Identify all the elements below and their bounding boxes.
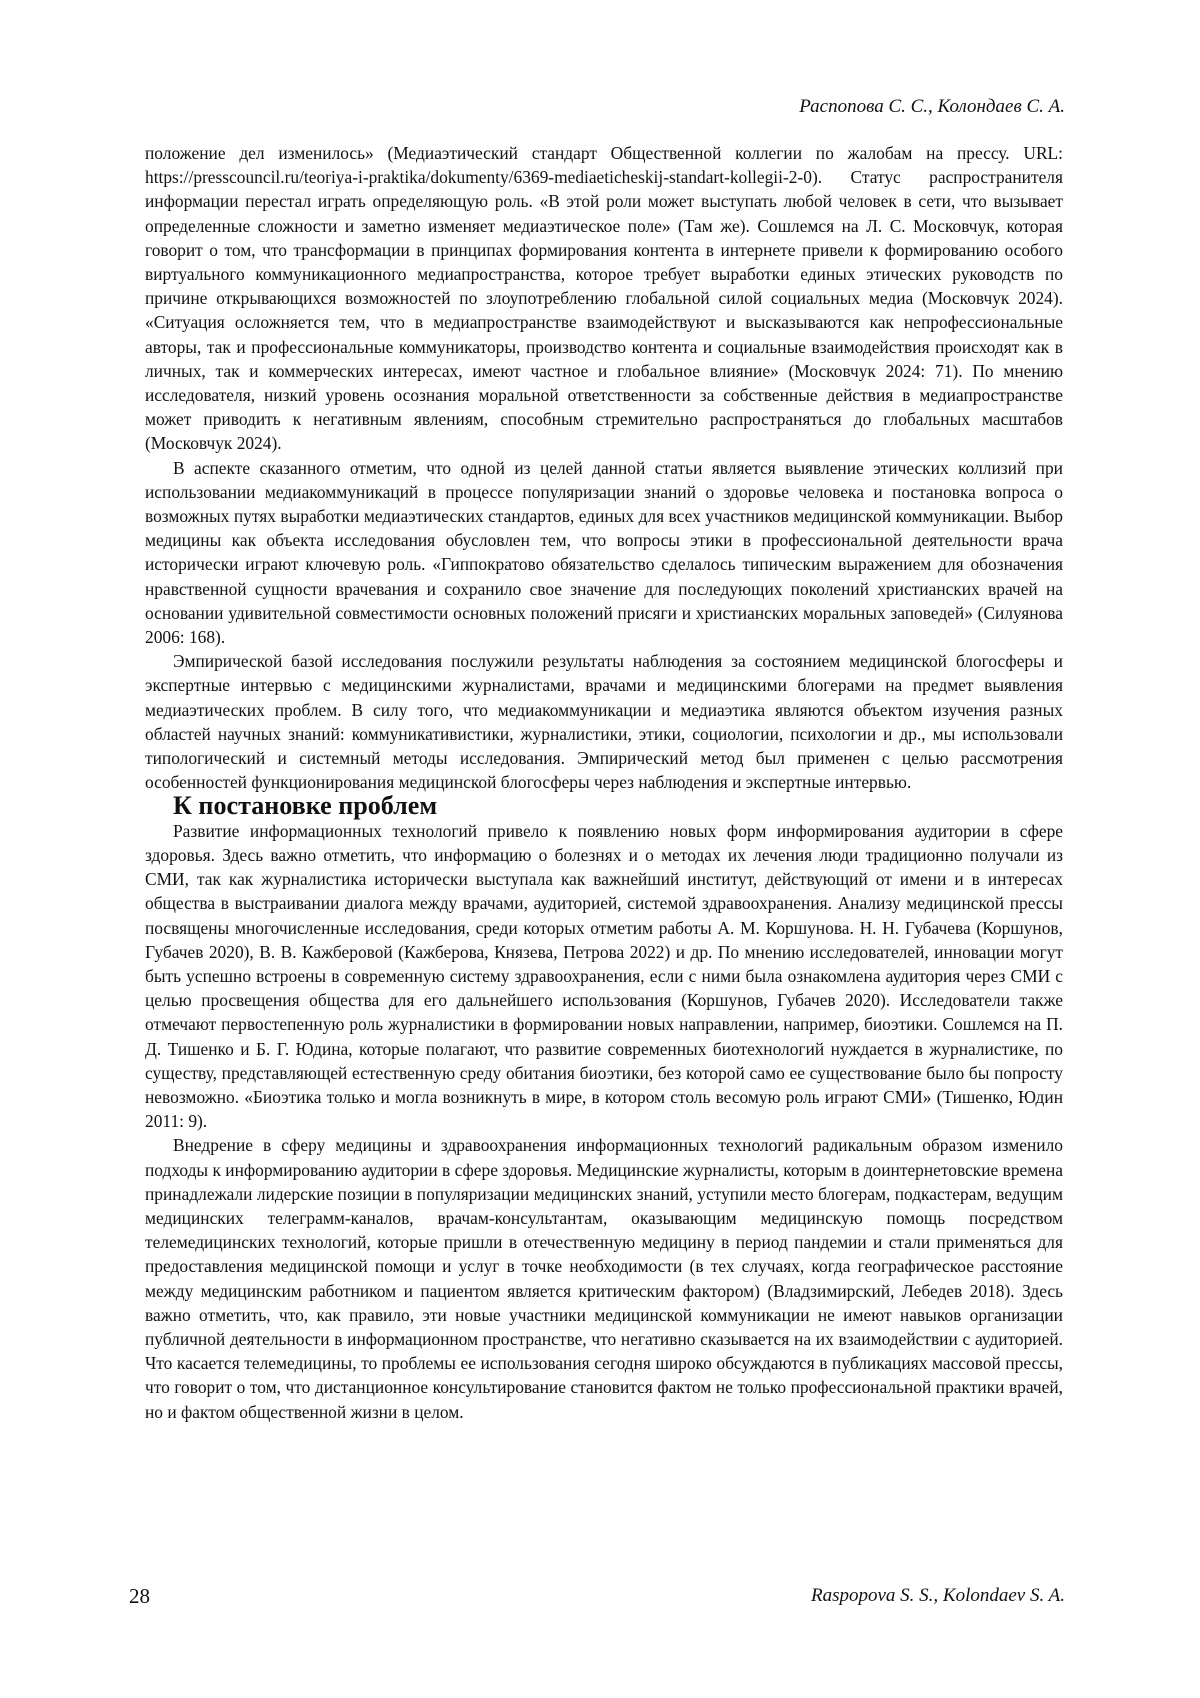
section-heading: К постановке проблем	[173, 791, 438, 821]
footer-author: Raspopova S. S., Kolondaev S. A.	[810, 1585, 1065, 1606]
running-head: Распопова С. С., Колондаев С. А.	[799, 96, 1065, 117]
article-body	[145, 141, 1063, 1424]
paragraph: Внедрение в сферу медицины и здравоохранения информационных технологий радикальным образом изменило подходы к информированию аудитории в сфере здоровья. Медицинские журналисты, которым в доинтернетовские времена принадлежали лидерские позиции в популяризации медицинских знаний, уступили место блогерам, подкастерам, ведущим медицинских телеграмм-каналов, врачам-консультантам, оказывающим медицинскую помощь посредством телемедицинских технологий, которые пришли в отечественную медицину в период пандемии и стали применяться для предоставления медицинской помощи и услуг в точке необходимости (в тех случаях, когда географическое расстояние между медицинским работником и пациентом является критическим фактором) (Владзимирский, Лебедев 2018). Здесь важно отметить, что, как правило, эти новые участники медицинской коммуникации не имеют навыков организации публичной деятельности в информационном пространстве, что негативно сказывается на их взаимодействии с аудиторией. Что касается телемедицины, то проблемы ее использования сегодня широко обсуждаются в публикациях массовой прессы, что говорит о том, что дистанционное консультирование становится фактом не только профессиональной практики врачей, но и фактом общественной жизни в целом.	[145, 1135, 1063, 1422]
paragraph-continued: положение дел изменилось» (Медиаэтический стандарт Общественной коллегии по жалобам на прессу. URL: https://presscouncil.ru/teoriya-i-praktika/dokumenty/6369-mediaeticheskij-standart-kollegii-2-0). Статус распространителя информации перестал играть определяющую роль. «В этой роли может выступать любой человек в сети, что вызывает определенные сложности и заметно изменяет медиаэтическое поле» (Там же). Сошлемся на Л. С. Московчук, которая говорит о том, что трансформации в принципах формирования контента в интернете привели к формированию особого виртуального коммуникационного медиапространства, которое требует выработки единых этических руководств по причине открывающихся возможностей по злоупотреблению глобальной силой социальных медиа (Московчук 2024). «Ситуация осложняется тем, что в медиапространстве взаимодействуют и высказываются как непрофессиональные авторы, так и профессиональные коммуникаторы, производство контента и социальные взаимодействия происходят как в личных, так и коммерческих интересах, имеют частное и глобальное влияние» (Московчук 2024: 71). По мнению исследователя, низкий уровень осознания моральной ответственности за собственные действия в медиапространстве может приводить к негативным явлениям, способным стремительно распространяться до глобальных масштабов (Московчук 2024).	[145, 143, 1063, 454]
paragraph: Развитие информационных технологий привело к появлению новых форм информирования аудитории в сфере здоровья. Здесь важно отметить, что информацию о болезнях и о методах их лечения люди традиционно получали из СМИ, так как журналистика исторически выступала как важнейший институт, действующий от имени и в интересах общества в выстраивании диалога между врачами, аудиторией, системой здравоохранения. Анализу медицинской прессы посвящены многочисленные исследования, среди которых отметим работы А. М. Коршунова. Н. Н. Губачева (Коршунов, Губачев 2020), В. В. Кажберовой (Кажберова, Князева, Петрова 2022) и др. По мнению исследователей, инновации могут быть успешно встроены в современную систему здравоохранения, если с ними была ознакомлена аудитория через СМИ с целью просвещения общества для его дальнейшего использования (Коршунов, Губачев 2020). Исследователи также отмечают первостепенную роль журналистики в формировании новых направлении, например, биоэтики. Сошлемся на П. Д. Тишенко и Б. Г. Юдина, которые полагают, что развитие современных биотехнологий нуждается в журналистике, по существу, представляющей естественную среду обитания биоэтики, без которой само ее существование было бы попросту невозможно. «Биоэтика только и могла возникнуть в мире, в котором столь весомую роль играют СМИ» (Тишенко, Юдин 2011: 9).	[145, 820, 1063, 1132]
paragraph: Эмпирической базой исследования послужили результаты наблюдения за состоянием медицинской блогосферы и экспертные интервью с медицинскими журналистами, врачами и медицинскими блогерами на предмет выявления медиаэтических проблем. В силу того, что медиакоммуникации и медиаэтика являются объектом изучения разных областей научных знаний: коммуникативистики, журналистики, этики, социологии, психологии и др., мы использовали типологический и системный методы исследования. Эмпирический метод был применен с целью рассмотрения особенностей функционирования медицинской блогосферы через наблюдения и экспертные интервью.	[145, 651, 1063, 793]
page-number: 28	[129, 1584, 150, 1608]
paragraph: В аспекте сказанного отметим, что одной из целей данной статьи является выявление этических коллизий при использовании медиакоммуникаций в процессе популяризации знаний о здоровье человека и постановка вопроса о возможных путях выработки медиаэтических стандартов, единых для всех участников медицинской коммуникации. Выбор медицины как объекта исследования обусловлен тем, что вопросы этики в профессиональной деятельности врача исторически играют ключевую роль. «Гиппократово обязательство сделалось типическим выражением для обозначения нравственной сущности врачевания и сохранило свое значение для последующих поколений христианских врачей на основании удивительной совместимости основных положений присяги и христианских моральных заповедей» (Силуянова 2006: 168).	[145, 457, 1063, 648]
